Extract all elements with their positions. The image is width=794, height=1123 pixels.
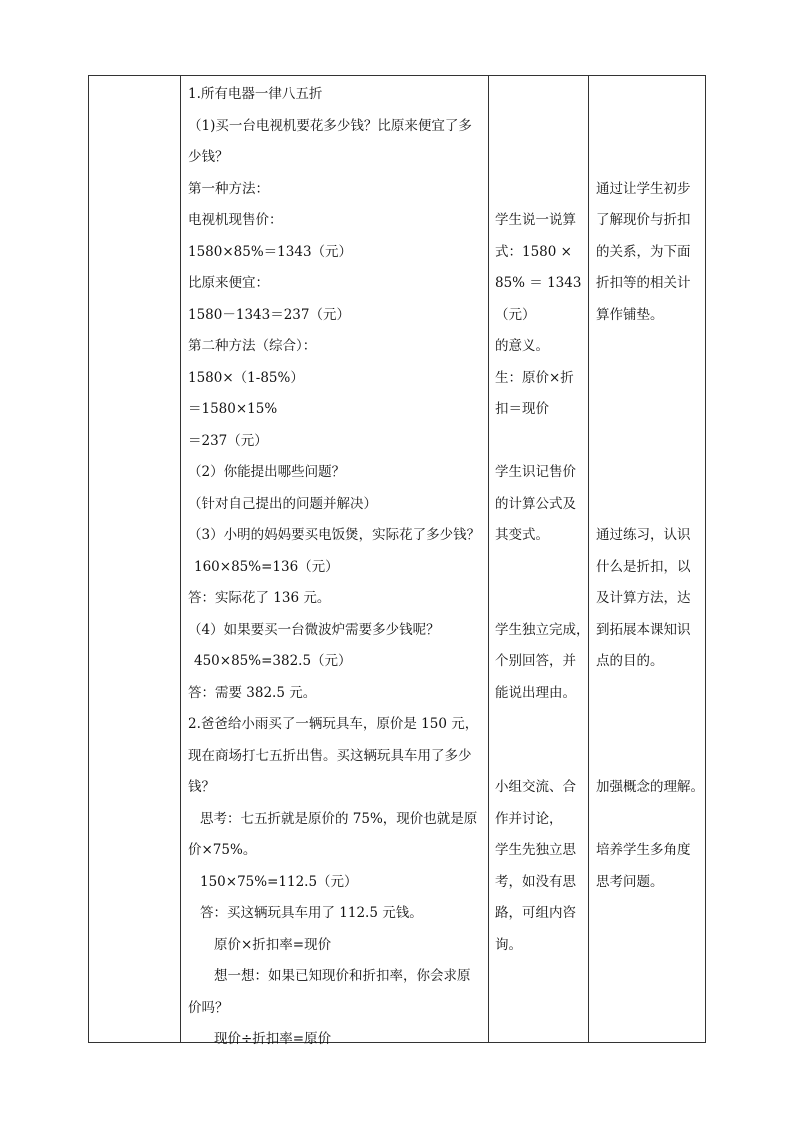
blank-cell xyxy=(89,76,180,1042)
content-line: 第二种方法（综合）： xyxy=(188,338,317,354)
purpose-line: 到拓展本课知识 xyxy=(596,622,691,638)
content-line: 答：买这辆玩具车用了 112.5 元钱。 xyxy=(200,905,423,921)
content-line: 第一种方法： xyxy=(188,181,269,197)
purpose-line: 培养学生多角度 xyxy=(596,842,691,858)
student-line: 其变式。 xyxy=(495,527,549,543)
content-line: 原价×折扣率=现价 xyxy=(214,937,332,953)
purpose-line: 算作铺垫。 xyxy=(596,307,664,323)
student-line: 学生独立完成， xyxy=(495,622,590,638)
content-line: ＝237（元） xyxy=(188,433,268,449)
student-line: 的意义。 xyxy=(495,338,549,354)
content-line: （1)买一台电视机要花多少钱？比原来便宜了多 xyxy=(188,118,472,134)
purpose-line: 加强概念的理解。 xyxy=(596,779,704,795)
student-line: 扣＝现价 xyxy=(495,401,549,417)
content-line: 钱？ xyxy=(188,779,215,795)
content-line: 450×85%=382.5（元） xyxy=(194,653,352,669)
student-line: 式：1580 × xyxy=(495,244,572,260)
content-line: 答：需要 382.5 元。 xyxy=(188,685,317,701)
purpose-line: 及计算方法，达 xyxy=(596,590,691,606)
student-line: 学生先独立思 xyxy=(495,842,576,858)
content-line: 电视机现售价： xyxy=(188,212,283,228)
content-line: 150×75%=112.5（元） xyxy=(200,874,358,890)
purpose-line: 点的目的。 xyxy=(596,653,664,669)
purpose-line: 了解现价与折扣 xyxy=(596,212,691,228)
content-line: 现价÷折扣率=原价 xyxy=(214,1031,332,1047)
content-line: 1.所有电器一律八五折 xyxy=(188,86,323,102)
content-line: 现在商场打七五折出售。买这辆玩具车用了多少 xyxy=(188,748,472,764)
student-activity-cell xyxy=(489,76,588,1042)
student-line: 学生说一说算 xyxy=(495,212,576,228)
content-line: （4）如果要买一台微波炉需要多少钱呢？ xyxy=(188,622,440,638)
student-line: 学生识记售价 xyxy=(495,464,576,480)
purpose-line: 的关系，为下面 xyxy=(596,244,691,260)
student-line: 作并讨论， xyxy=(495,811,563,827)
content-line: （3）小明的妈妈要买电饭煲，实际花了多少钱？ xyxy=(188,527,481,543)
content-line: 160×85%=136（元） xyxy=(194,559,339,575)
purpose-line: 什么是折扣，以 xyxy=(596,559,691,575)
content-line: 1580×85%＝1343（元） xyxy=(188,244,353,260)
student-line: 路，可组内咨 xyxy=(495,905,576,921)
purpose-line: 折扣等的相关计 xyxy=(596,275,691,291)
content-line: ＝1580×15% xyxy=(188,401,278,417)
purpose-line: 思考问题。 xyxy=(596,874,664,890)
content-line: 比原来便宜： xyxy=(188,275,269,291)
student-line: 85% ＝ 1343 xyxy=(495,275,582,291)
content-line: 思考：七五折就是原价的 75%，现价也就是原 xyxy=(200,811,478,827)
content-line: 1580－1343＝237（元） xyxy=(188,307,350,323)
student-line: （元） xyxy=(495,307,536,323)
student-line: 能说出理由。 xyxy=(495,685,576,701)
content-line: 少钱？ xyxy=(188,149,229,165)
content-line: 答：实际花了 136 元。 xyxy=(188,590,331,606)
teaching-content-cell xyxy=(181,76,488,1047)
student-line: 小组交流、合 xyxy=(495,779,576,795)
design-purpose-cell xyxy=(589,76,705,1042)
content-line: 想一想：如果已知现价和折扣率，你会求原 xyxy=(214,968,471,984)
student-line: 个别回答，并 xyxy=(495,653,576,669)
content-line: （2）你能提出哪些问题？ xyxy=(188,464,346,480)
purpose-line: 通过让学生初步 xyxy=(596,181,691,197)
content-line: 价吗？ xyxy=(188,1000,229,1016)
lesson-plan-table xyxy=(88,75,706,1047)
content-line: 价×75%。 xyxy=(188,842,257,858)
student-line: 考，如没有思 xyxy=(495,874,576,890)
student-line: 询。 xyxy=(495,937,522,953)
student-line: 生：原价×折 xyxy=(495,370,574,386)
student-line: 的计算公式及 xyxy=(495,496,576,512)
purpose-line: 通过练习，认识 xyxy=(596,527,691,543)
content-line: 1580×（1-85%） xyxy=(188,370,304,386)
content-line: （针对自己提出的问题并解决） xyxy=(188,496,377,512)
content-line: 2.爸爸给小雨买了一辆玩具车，原价是 150 元， xyxy=(188,716,479,732)
